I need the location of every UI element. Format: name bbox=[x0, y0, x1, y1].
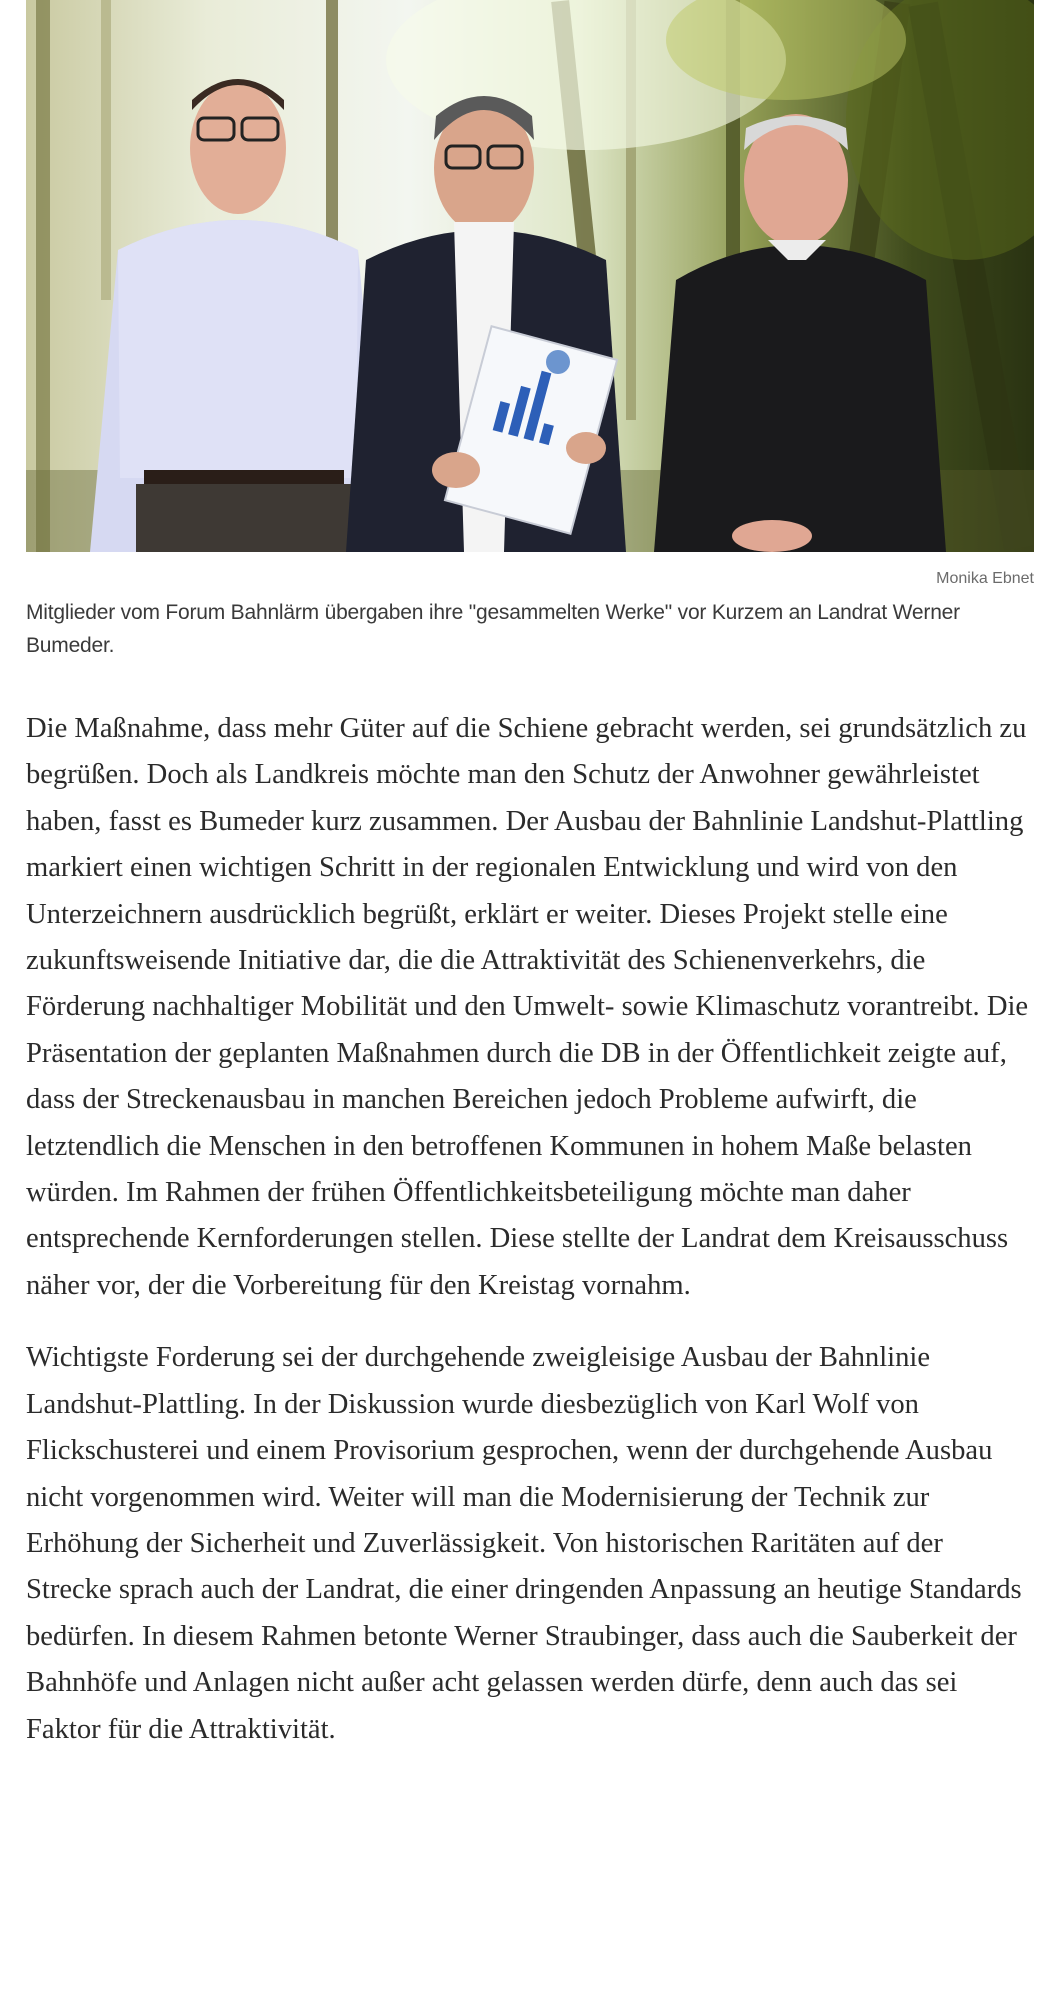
photo-caption: Mitglieder vom Forum Bahnlärm übergaben ihre "gesammelten Werke" vor Kurzem an Landrat Werner Bumeder. bbox=[26, 601, 960, 657]
article bbox=[26, 0, 1034, 1753]
person-left bbox=[90, 79, 386, 552]
photo-credit: Monika Ebnet bbox=[936, 570, 1034, 587]
article-photo bbox=[26, 0, 1034, 552]
article-paragraph: Die Maßnahme, dass mehr Güter auf die Schiene gebracht werden, sei grundsätzlich zu begrüßen. Doch als Landkreis möchte man den Schutz der Anwohner gewährleistet haben, fasst es Bumeder kurz zusammen. Der Ausbau der Bahnlinie Landshut-Plattling markiert einen wichtigen Schritt in der regionalen Entwicklung und wird von den Unterzeichnern ausdrücklich begrüßt, erklärt er weiter. Dieses Projekt stelle eine zukunftsweisende Initiative dar, die die Attraktivität des Schienenverkehrs, die Förderung nachhaltiger Mobilität und den Umwelt- sowie Klimaschutz vorantreibt. Die Präsentation der geplanten Maßnahmen durch die DB in der Öffentlichkeit zeigte auf, dass der Streckenausbau in manchen Bereichen jedoch Probleme aufwirft, die letztendlich die Menschen in den betroffenen Kommunen in hohem Maße belasten würden. Im Rahmen der frühen Öffentlichkeitsbeteiligung möchte man daher entsprechende Kernforderungen stellen. Diese stellte der Landrat dem Kreisausschuss näher vor, der die Vorbereitung für den Kreistag vornahm. bbox=[26, 713, 1029, 1301]
article-figure bbox=[26, 0, 1034, 662]
photo-illustration bbox=[26, 0, 1034, 552]
article-paragraph: Wichtigste Forderung sei der durchgehende zweigleisige Ausbau der Bahnlinie Landshut-Plattling. In der Diskussion wurde diesbezüglich von Karl Wolf von Flickschusterei und einem Provisorium gesprochen, wenn der durchgehende Ausbau nicht vorgenommen wird. Weiter will man die Modernisierung der Technik zur Erhöhung der Sicherheit und Zuverlässigkeit. Von historischen Raritäten auf der Strecke sprach auch der Landrat, die einer dringenden Anpassung an heutige Standards bedürfen. In diesem Rahmen betonte Werner Straubinger, dass auch die Sauberkeit der Bahnhöfe und Anlagen nicht außer acht gelassen werden dürfe, denn auch das sei Faktor für die Attraktivität. bbox=[26, 1342, 1022, 1745]
